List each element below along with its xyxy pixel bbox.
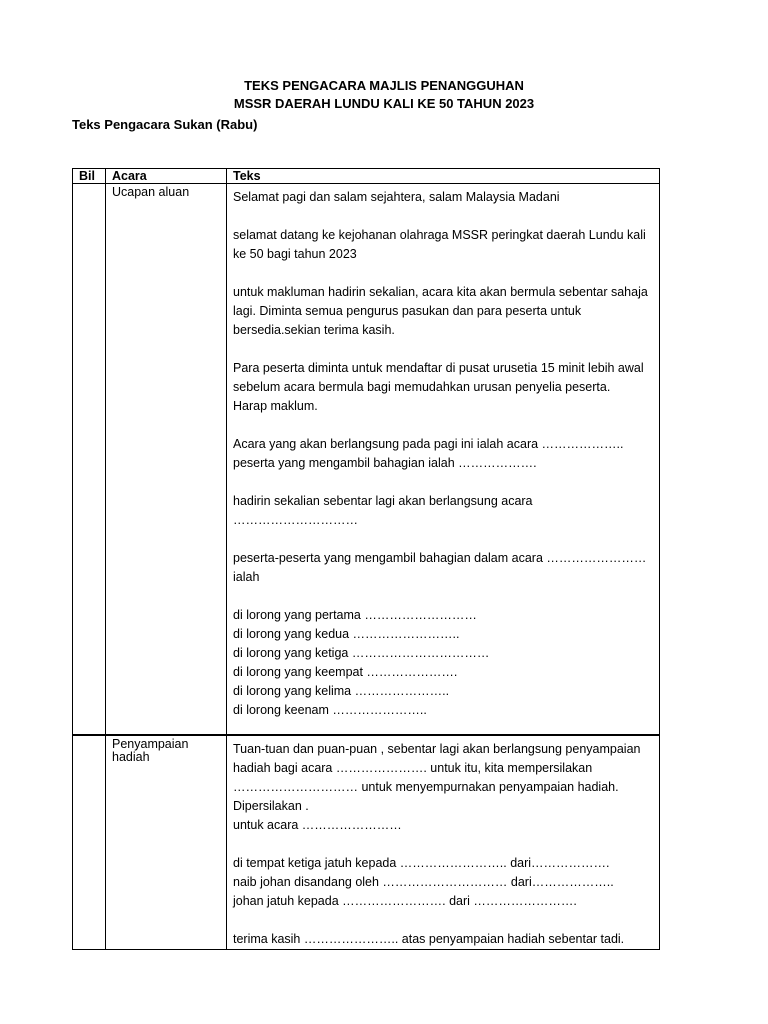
teks-line: hadiah bagi acara …………………. untuk itu, kita mempersilakan: [233, 761, 593, 775]
document-title-line1: TEKS PENGACARA MAJLIS PENANGGUHAN: [244, 78, 524, 93]
teks-paragraph: [233, 930, 653, 949]
document-subtitle: Teks Pengacara Sukan (Rabu): [72, 117, 258, 132]
teks-line: sebelum acara bermula bagi memudahkan urusan penyelia peserta.: [233, 380, 611, 394]
teks-line: di lorong yang pertama ………………………: [233, 608, 477, 622]
teks-line: ialah: [233, 570, 260, 584]
teks-line: Harap maklum.: [233, 399, 318, 413]
teks-line: terima kasih ………………….. atas penyampaian hadiah sebentar tadi.: [233, 932, 625, 946]
bil-cell: [73, 184, 106, 736]
column-header-acara: Acara: [106, 169, 227, 184]
teks-line: johan jatuh kepada ……………………. dari …………………….: [233, 894, 577, 908]
teks-line: selamat datang ke kejohanan olahraga MSSR peringkat daerah Lundu kali: [233, 228, 646, 242]
teks-line: ke 50 bagi tahun 2023: [233, 247, 357, 261]
teks-paragraph: [233, 226, 653, 264]
document-title-line2: MSSR DAERAH LUNDU KALI KE 50 TAHUN 2023: [233, 96, 535, 111]
teks-paragraph: [233, 283, 653, 340]
teks-line: Para peserta diminta untuk mendaftar di pusat urusetia 15 minit lebih awal: [233, 361, 644, 375]
teks-line: bersedia.sekian terima kasih.: [233, 323, 395, 337]
teks-line: peserta yang mengambil bahagian ialah ……………….: [233, 456, 537, 470]
teks-line: di tempat ketiga jatuh kepada …………………….. dari……………….: [233, 856, 610, 870]
teks-line: di lorong yang kelima …………………..: [233, 684, 450, 698]
column-header-teks: Teks: [227, 169, 660, 184]
teks-line: di lorong yang kedua ……………………..: [233, 627, 460, 641]
teks-line: …………………………: [233, 513, 358, 527]
teks-line: Dipersilakan .: [233, 799, 309, 813]
table-row-penyampaian-hadiah: [73, 735, 660, 950]
teks-line: Acara yang akan berlangsung pada pagi ini ialah acara ………………..: [233, 437, 624, 451]
teks-paragraph: [233, 606, 653, 720]
teks-paragraph: [233, 740, 653, 835]
teks-line: ………………………… untuk menyempurnakan penyampaian hadiah.: [233, 780, 619, 794]
teks-line: di lorong yang keempat ………………….: [233, 665, 458, 679]
teks-line: peserta-peserta yang mengambil bahagian dalam acara ……………………: [233, 551, 647, 565]
teks-paragraph: [233, 854, 653, 911]
teks-paragraph: [233, 188, 653, 207]
teks-cell: [227, 184, 660, 736]
teks-line: di lorong keenam …………………..: [233, 703, 427, 717]
teks-line: Selamat pagi dan salam sejahtera, salam Malaysia Madani: [233, 190, 560, 204]
teks-line: Tuan-tuan dan puan-puan , sebentar lagi akan berlangsung penyampaian: [233, 742, 641, 756]
table-header-row: [73, 169, 660, 184]
acara-cell: Penyampaian hadiah: [106, 735, 227, 950]
teks-line: hadirin sekalian sebentar lagi akan berlangsung acara: [233, 494, 533, 508]
teks-line: di lorong yang ketiga ……………………………: [233, 646, 490, 660]
teks-paragraph: [233, 435, 653, 473]
teks-paragraph: [233, 359, 653, 416]
table-row-ucapan-aluan: [73, 184, 660, 736]
teks-paragraph: [233, 549, 653, 587]
teks-line: naib johan disandang oleh ………………………… dari………………..: [233, 875, 614, 889]
teks-line: lagi. Diminta semua pengurus pasukan dan para peserta untuk: [233, 304, 582, 318]
script-table: [72, 168, 660, 950]
teks-cell: [227, 735, 660, 950]
teks-paragraph: [233, 492, 653, 530]
teks-line: untuk makluman hadirin sekalian, acara kita akan bermula sebentar sahaja: [233, 285, 648, 299]
bil-cell: [73, 735, 106, 950]
acara-cell: Ucapan aluan: [106, 184, 227, 736]
teks-line: untuk acara ……………………: [233, 818, 402, 832]
column-header-bil: Bil: [73, 169, 106, 184]
